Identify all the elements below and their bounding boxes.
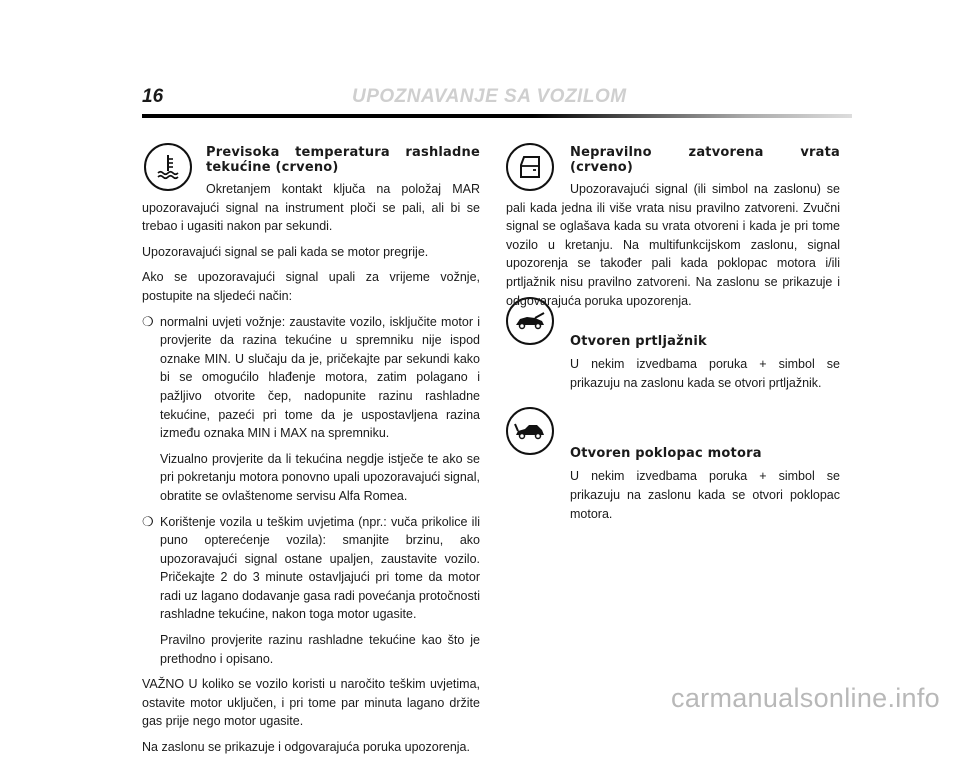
right-column: [506, 145, 840, 523]
section-heading-trunk: Otvoren prtljažnik: [570, 334, 707, 350]
watermark: carmanualsonline.info: [671, 683, 940, 713]
chapter-title: UPOZNAVANJE SA VOZILOM: [352, 86, 627, 107]
coolant-paragraph-1: Okretanjem kontakt ključa na položaj MAR upozoravajući signal na instrument ploči se pali, ali bi se trebao i ugasiti nakon par sekundi.: [142, 182, 480, 234]
bullet-continuation-1: Vizualno provjerite da li tekućina negdje istječe te ako se pri pokretanju motora ponovno upali upozoravajući signal, obratite se ovlaštenome servisu Alfa Romea.: [160, 451, 480, 503]
trunk-text: U nekim izvedbama poruka + simbol se prikazuju na zaslonu kada se otvori prtljažnik.: [570, 357, 840, 390]
section-heading-coolant: Previsoka temperatura rashladne tekućine (crveno): [206, 145, 480, 175]
bullet-item-2: [142, 513, 480, 625]
bullet-text-2: Korištenje vozila u teškim uvjetima (npr.: vuča prikolice ili puno opterećenje vozila): smanjite brzinu, ako upozoravajući signal ostane upaljen, zaustavite vozilo. Pričekajte 2 do 3 minute ostavljajući pri tome da motor radi uz lagano dodavanje gasa radi povećanja protočnosti rashladne tekućine, nakon toga motor ugasite.: [160, 514, 480, 622]
section-heading-bonnet: Otvoren poklopac motora: [570, 446, 762, 462]
bullet-icon: ❍: [142, 313, 154, 329]
header-rule: [142, 114, 852, 118]
bullet-text-1: normalni uvjeti vožnje: zaustavite vozilo, isključite motor i provjerite da razina tekućine u spremniku nije ispod oznake MIN. U slučaju da je, pričekajte par sekundi kako bi se omogućilo hlađenje motora, zatim polagano i pažljivo otvorite čep, nadopunite razinu rashladne tekućine, pazeći pri tome da je uspostavljena razina između oznaka MIN i MAX na spremniku.: [160, 314, 480, 441]
bullet-item-1: [142, 313, 480, 443]
bullet-icon: ❍: [142, 513, 154, 529]
coolant-paragraph-5: Na zaslonu se prikazuje i odgovarajuća poruka upozorenja.: [142, 740, 470, 755]
coolant-paragraph-3: Ako se upozoravajući signal upali za vrijeme vožnje, postupite na sljedeći način:: [142, 270, 480, 303]
left-column: [142, 145, 480, 757]
door-text: Upozoravajući signal (ili simbol na zaslonu) se pali kada jedna ili više vrata nisu pravilno zatvoreni. Zvučni signal se oglašava kada su vrata otvoreni i kada je pri tome vozilo u kretanju. Na multifunkcijskom zaslonu, signal upozorenja se također pali kada poklopac motora i/ili prtljažnik nisu pravilno zatvoreni. Na zaslonu se prikazuje i odgovarajuća poruka upozorenja.: [506, 182, 840, 308]
page-number: 16: [142, 86, 164, 107]
bonnet-text: U nekim izvedbama poruka + simbol se prikazuju na zaslonu kada se otvori poklopac motora.: [570, 469, 840, 521]
bullet-continuation-2: Pravilno provjerite razinu rashladne tekućine kao što je prethodno i opisano.: [160, 633, 480, 666]
section-heading-door: Nepravilno zatvorena vrata (crveno): [570, 145, 840, 175]
coolant-paragraph-2: Upozoravajući signal se pali kada se motor pregrije.: [142, 244, 429, 259]
important-note: VAŽNO U koliko se vozilo koristi u naročito teškim uvjetima, ostavite motor uključen, i pri tome par minuta lagano držite gas prije nego motor ugasite.: [142, 677, 480, 729]
